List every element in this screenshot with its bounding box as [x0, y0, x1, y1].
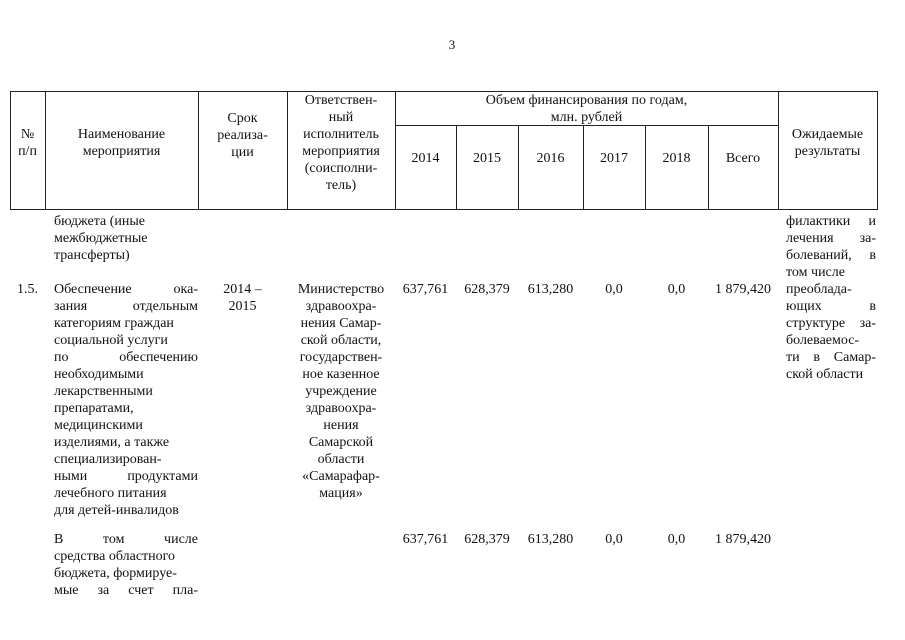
continued-expected-results: филактики и лечения за- болеваний, в том числе преоблада- ющих в структуре за- болеваемос- ти в Самар- ской области: [786, 214, 876, 382]
including-value-2018: 0,0: [667, 532, 686, 547]
header-total: Всего: [725, 151, 761, 166]
value-2018: 0,0: [667, 282, 686, 297]
row-number: 1.5.: [17, 282, 38, 297]
header-number: № п/п: [18, 127, 37, 159]
row-including-name: В том числе средства областного бюджета, формируе- мые за счет пла-: [54, 532, 198, 598]
header-executor: Ответствен- ный исполнитель мероприятия (соисполни- тель): [302, 93, 380, 193]
header-year-2014: 2014: [411, 151, 440, 166]
header-year-2018: 2018: [662, 151, 691, 166]
including-value-total: 1 879,420: [715, 532, 771, 547]
header-financing: Объем финансирования по годам, млн. рублей: [485, 93, 688, 125]
including-value-2016: 613,280: [527, 532, 574, 547]
row-activity-name: Обеспечение ока- зания отдельным категориям граждан социальной услуги по обеспечению необходимыми лекарственными препаратами, медицинскими изделиями, а также специализирован- ными продуктами лечебного питания для детей-инвалидов: [54, 282, 198, 518]
value-2016: 613,280: [527, 282, 574, 297]
header-year-2017: 2017: [600, 151, 628, 166]
header-term: Срок реализа- ции: [217, 111, 268, 160]
header-activity-name: Наименование мероприятия: [77, 127, 166, 159]
value-2015: 628,379: [464, 282, 510, 297]
continued-activity-name: бюджета (иные межбюджетные трансферты): [54, 214, 148, 263]
including-value-2017: 0,0: [605, 532, 623, 547]
value-total: 1 879,420: [715, 282, 771, 297]
including-value-2015: 628,379: [464, 532, 510, 547]
page-number: 3: [448, 37, 456, 52]
value-2014: 637,761: [402, 282, 449, 297]
including-value-2014: 637,761: [402, 532, 449, 547]
header-expected-results: Ожидаемые результаты: [791, 127, 864, 159]
row-term: 2014 – 2015: [223, 282, 262, 314]
value-2017: 0,0: [605, 282, 623, 297]
header-year-2015: 2015: [473, 151, 501, 166]
row-executor: Министерство здравоохра- нения Самар- ской области, государствен- ное казенное учреждение здравоохра- нения Самарской области «Самарафар- мация»: [297, 282, 385, 501]
header-year-2016: 2016: [536, 151, 565, 166]
